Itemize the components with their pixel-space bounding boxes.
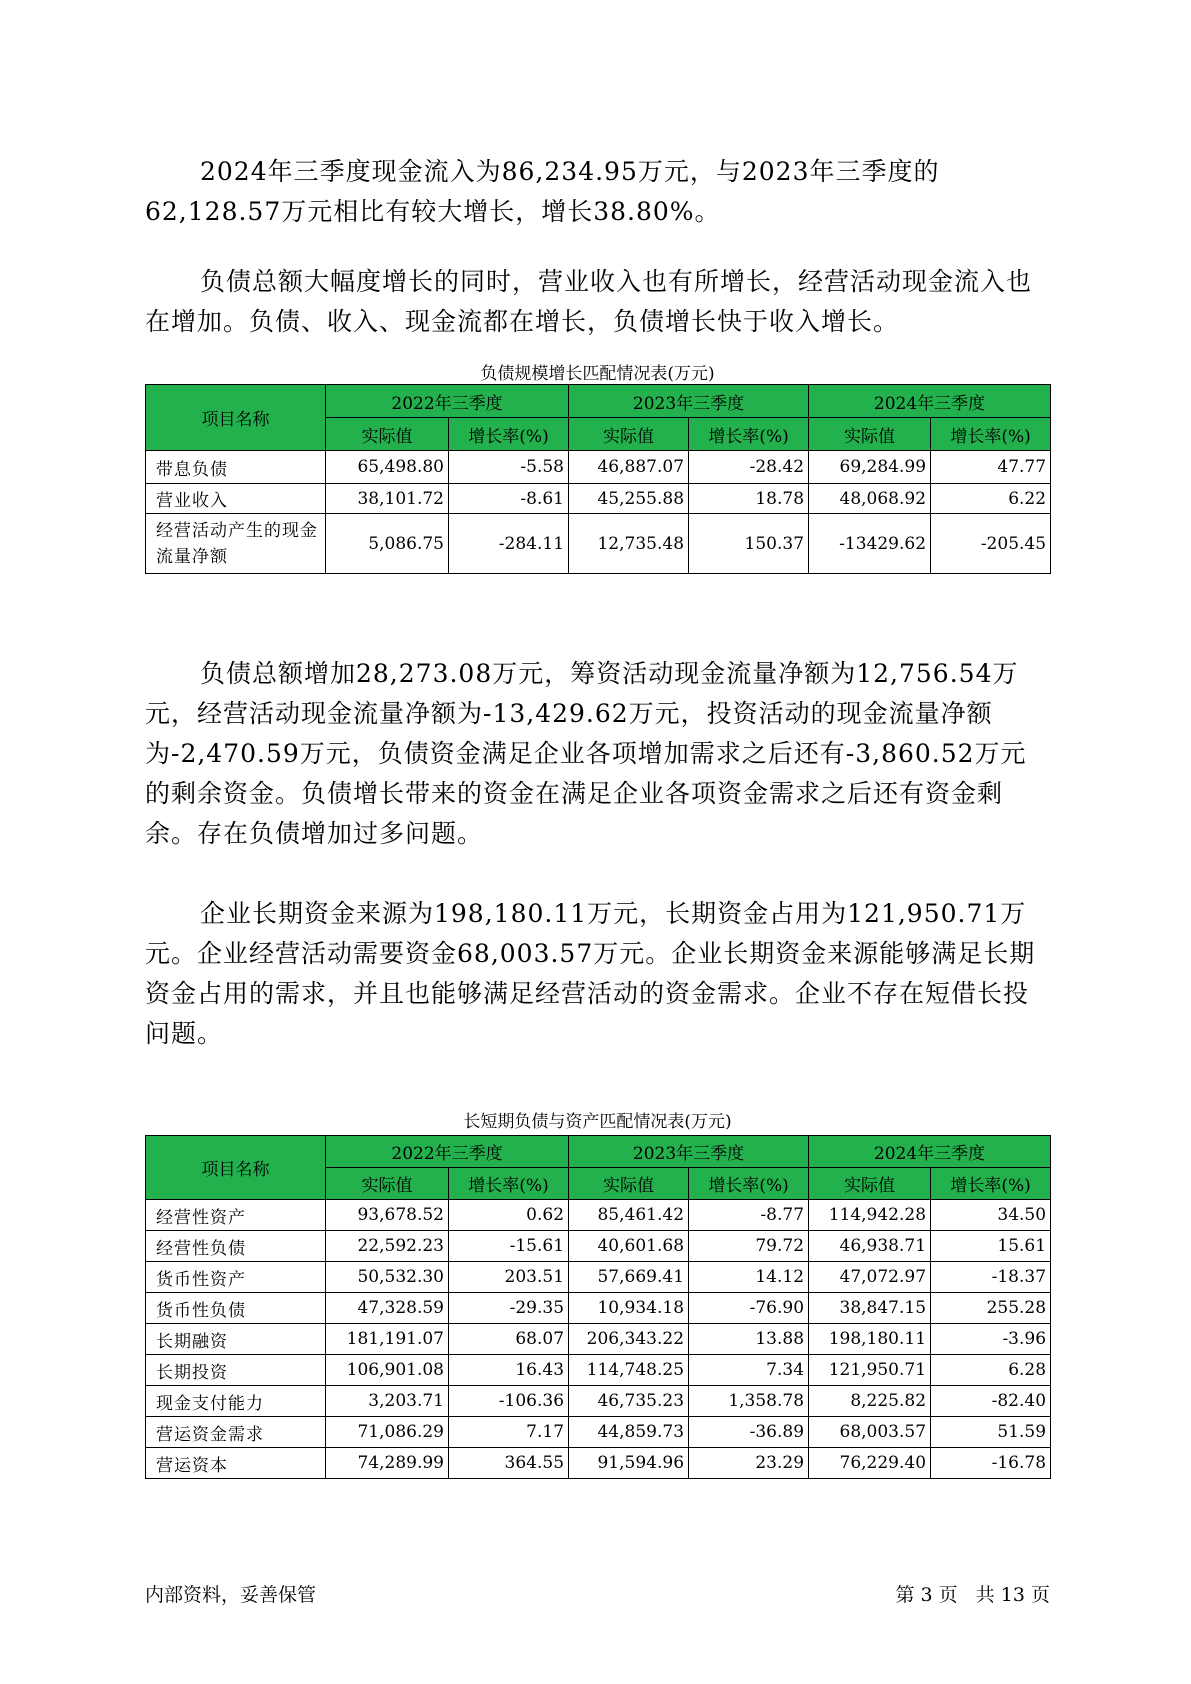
long-short-matching-table [145,1135,1051,1479]
cell: -5.58 [449,451,569,484]
cell: -8.61 [449,484,569,514]
header-actual: 实际值 [809,418,931,451]
header-actual: 实际值 [326,1168,449,1200]
cell: 18.78 [689,484,809,514]
header-item-name: 项目名称 [146,385,326,451]
header-period-2023: 2023年三季度 [569,1136,809,1168]
cell: 16.43 [449,1355,569,1386]
row-label: 营运资金需求 [146,1417,326,1448]
paragraph-cash-inflow: 2024年三季度现金流入为86,234.95万元，与2023年三季度的62,128.57万元相比有较大增长，增长38.80%。 [145,157,940,226]
cell: 5,086.75 [326,514,449,574]
paragraph-liability-funds: 负债总额增加28,273.08万元，筹资活动现金流量净额为12,756.54万元，经营活动现金流量净额为-13,429.62万元，投资活动的现金流量净额为-2,470.59万元，负债资金满足企业各项增加需求之后还有-3,860.52万元的剩余资金。负债增长带来的资金在满足企业各项资金需求之后还有资金剩余。存在负债增加过多问题。 [145,659,1027,848]
cell: 12,735.48 [569,514,689,574]
cell: -29.35 [449,1293,569,1324]
header-actual: 实际值 [809,1168,931,1200]
cell: 0.62 [449,1200,569,1231]
paragraph-long-term-funds: 企业长期资金来源为198,180.11万元，长期资金占用为121,950.71万元。企业经营活动需要资金68,003.57万元。企业长期资金来源能够满足长期资金占用的需求，并且也能够满足经营活动的资金需求。企业不存在短借长投问题。 [145,899,1036,1048]
header-actual: 实际值 [569,418,689,451]
cell: -15.61 [449,1231,569,1262]
cell: -3.96 [931,1324,1051,1355]
cell: 57,669.41 [569,1262,689,1293]
cell: -82.40 [931,1386,1051,1417]
cell: -76.90 [689,1293,809,1324]
row-label: 带息负债 [146,451,326,484]
table2-title: 长短期负债与资产匹配情况表(万元) [463,1112,732,1132]
cell: 3,203.71 [326,1386,449,1417]
cell: 85,461.42 [569,1200,689,1231]
cell: -18.37 [931,1262,1051,1293]
cell: 8,225.82 [809,1386,931,1417]
cell: 6.28 [931,1355,1051,1386]
cell: 114,942.28 [809,1200,931,1231]
cell: 47,072.97 [809,1262,931,1293]
cell: -205.45 [931,514,1051,574]
header-period-2023: 2023年三季度 [569,385,809,418]
header-period-2024: 2024年三季度 [809,1136,1051,1168]
header-item-name: 项目名称 [146,1136,326,1200]
cell: 198,180.11 [809,1324,931,1355]
header-growth: 增长率(%) [449,418,569,451]
header-period-2024: 2024年三季度 [809,385,1051,418]
table-row [146,1200,1051,1231]
cell: 22,592.23 [326,1231,449,1262]
row-label: 经营性资产 [146,1200,326,1231]
row-label: 货币性负债 [146,1293,326,1324]
table-row [146,1386,1051,1417]
cell: 106,901.08 [326,1355,449,1386]
cell: 1,358.78 [689,1386,809,1417]
cell: 71,086.29 [326,1417,449,1448]
liability-growth-table [145,384,1051,574]
header-actual: 实际值 [569,1168,689,1200]
table-row [146,451,1051,484]
cell: 69,284.99 [809,451,931,484]
header-growth: 增长率(%) [931,1168,1051,1200]
cell: -28.42 [689,451,809,484]
cell: -16.78 [931,1448,1051,1479]
cell: 121,950.71 [809,1355,931,1386]
header-growth: 增长率(%) [689,418,809,451]
header-growth: 增长率(%) [931,418,1051,451]
table-row [146,514,1051,574]
cell: -106.36 [449,1386,569,1417]
cell: 255.28 [931,1293,1051,1324]
cell: 206,343.22 [569,1324,689,1355]
row-label: 长期投资 [146,1355,326,1386]
footer-confidential: 内部资料，妥善保管 [145,1584,317,1606]
cell: -13429.62 [809,514,931,574]
row-label: 货币性资产 [146,1262,326,1293]
cell: 40,601.68 [569,1231,689,1262]
cell: 68,003.57 [809,1417,931,1448]
cell: 46,938.71 [809,1231,931,1262]
cell: 34.50 [931,1200,1051,1231]
cell: 45,255.88 [569,484,689,514]
header-period-2022: 2022年三季度 [326,1136,569,1168]
table-row [146,484,1051,514]
row-label: 长期融资 [146,1324,326,1355]
table-row [146,1417,1051,1448]
cell: 181,191.07 [326,1324,449,1355]
cell: 74,289.99 [326,1448,449,1479]
table-row [146,1448,1051,1479]
cell: 93,678.52 [326,1200,449,1231]
footer-page-number: 第 3 页 共 13 页 [895,1584,1050,1606]
cell: 91,594.96 [569,1448,689,1479]
row-label: 经营活动产生的现金流量净额 [146,514,326,574]
cell: 47,328.59 [326,1293,449,1324]
cell: 38,101.72 [326,484,449,514]
paragraph-liability-growth: 负债总额大幅度增长的同时，营业收入也有所增长，经营活动现金流入也在增加。负债、收入、现金流都在增长，负债增长快于收入增长。 [145,267,1033,336]
cell: 203.51 [449,1262,569,1293]
cell: 150.37 [689,514,809,574]
table-row [146,1231,1051,1262]
table-row [146,1324,1051,1355]
cell: 48,068.92 [809,484,931,514]
cell: 46,887.07 [569,451,689,484]
row-label: 营运资本 [146,1448,326,1479]
cell: 46,735.23 [569,1386,689,1417]
cell: -8.77 [689,1200,809,1231]
cell: 7.34 [689,1355,809,1386]
cell: 15.61 [931,1231,1051,1262]
cell: 38,847.15 [809,1293,931,1324]
cell: -36.89 [689,1417,809,1448]
cell: 14.12 [689,1262,809,1293]
cell: 10,934.18 [569,1293,689,1324]
header-actual: 实际值 [326,418,449,451]
cell: 23.29 [689,1448,809,1479]
header-growth: 增长率(%) [689,1168,809,1200]
cell: 47.77 [931,451,1051,484]
cell: 7.17 [449,1417,569,1448]
cell: 65,498.80 [326,451,449,484]
cell: -284.11 [449,514,569,574]
cell: 50,532.30 [326,1262,449,1293]
cell: 51.59 [931,1417,1051,1448]
cell: 44,859.73 [569,1417,689,1448]
table1-title: 负债规模增长匹配情况表(万元) [480,364,715,384]
cell: 68.07 [449,1324,569,1355]
cell: 6.22 [931,484,1051,514]
cell: 13.88 [689,1324,809,1355]
table-row [146,1355,1051,1386]
row-label: 现金支付能力 [146,1386,326,1417]
table-row [146,1293,1051,1324]
cell: 79.72 [689,1231,809,1262]
header-period-2022: 2022年三季度 [326,385,569,418]
cell: 114,748.25 [569,1355,689,1386]
cell: 364.55 [449,1448,569,1479]
row-label: 经营性负债 [146,1231,326,1262]
row-label: 营业收入 [146,484,326,514]
cell: 76,229.40 [809,1448,931,1479]
header-growth: 增长率(%) [449,1168,569,1200]
table-row [146,1262,1051,1293]
